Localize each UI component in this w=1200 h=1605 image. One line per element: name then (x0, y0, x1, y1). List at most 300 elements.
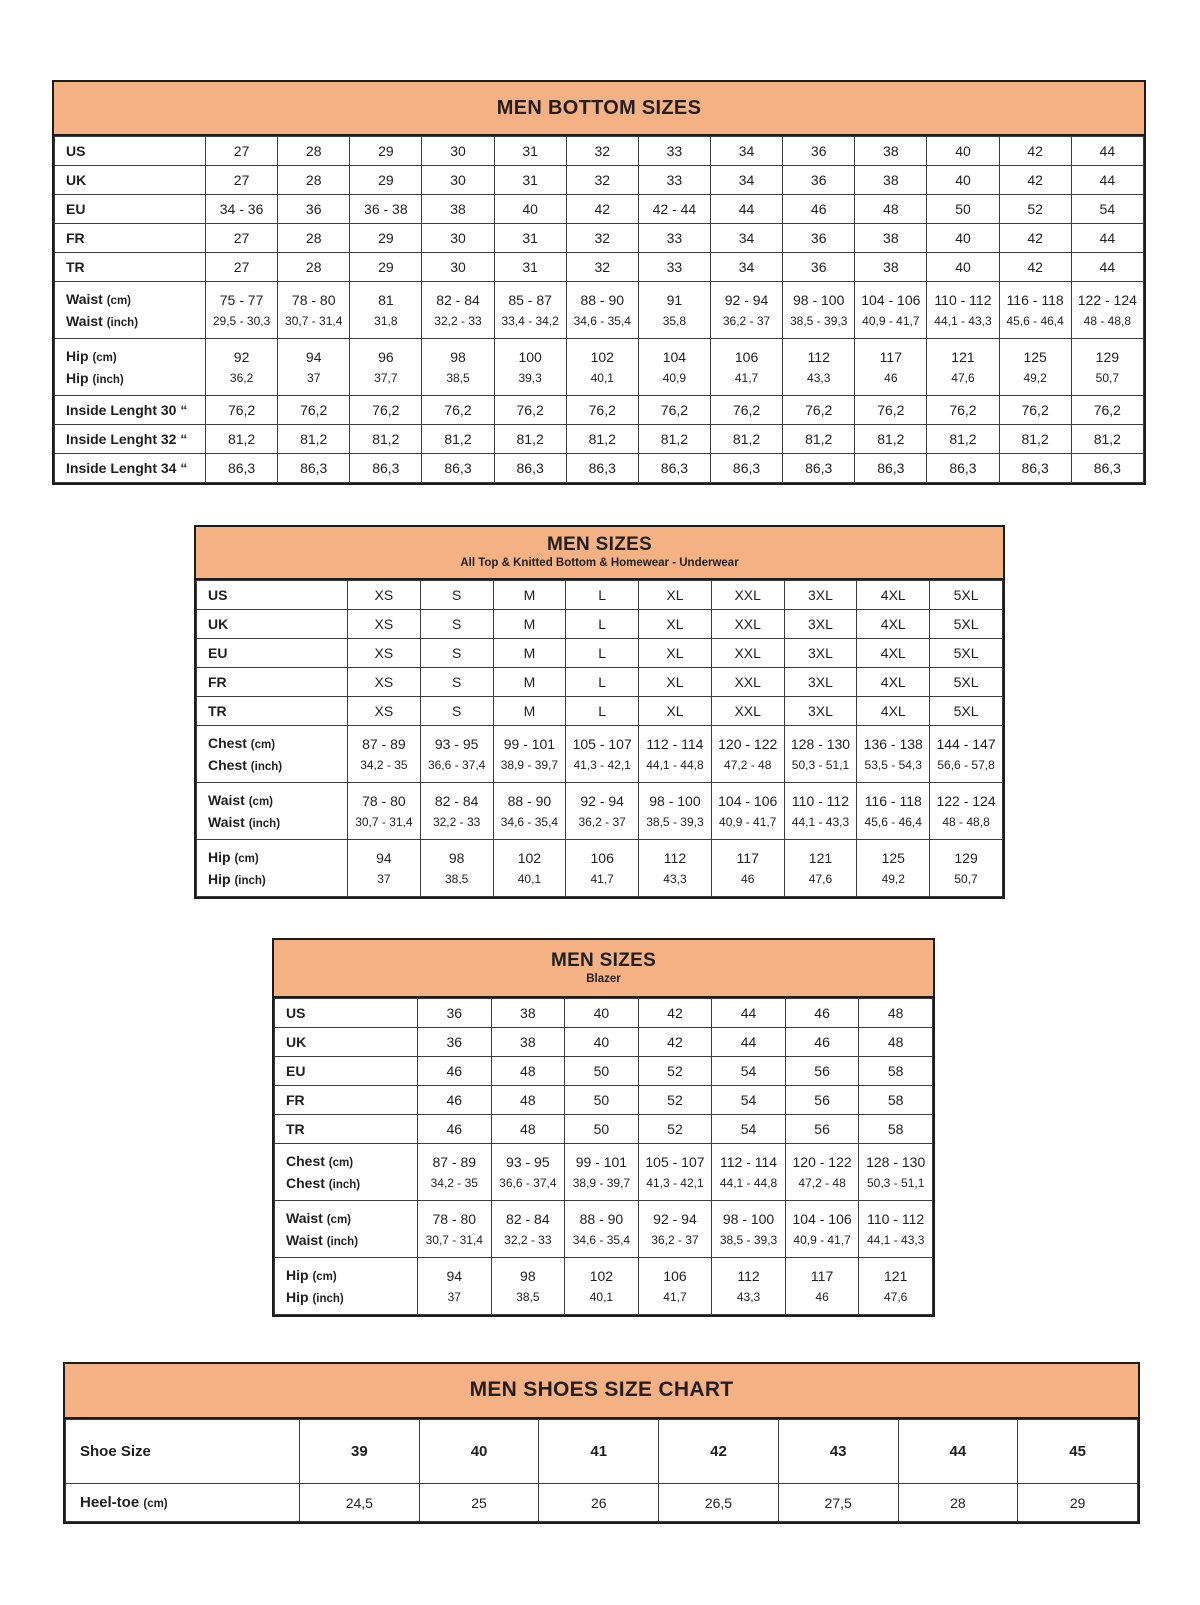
size-value: 40 (927, 224, 999, 253)
row-label: FR (197, 668, 348, 697)
size-value: 128 - 130 50,3 - 51,1 (859, 1144, 933, 1201)
size-value: 38 (491, 999, 565, 1028)
size-value: 120 - 122 47,2 - 48 (711, 726, 784, 783)
unit-label: (cm) (250, 739, 276, 751)
size-value: 27 (206, 166, 278, 195)
row-label: TR (197, 697, 348, 726)
size-value: 105 - 107 41,3 - 42,1 (566, 726, 639, 783)
unit-label: (cm) (328, 1157, 354, 1169)
size-value: XL (639, 697, 712, 726)
size-value: 40 (419, 1420, 539, 1484)
size-value: 81,2 (710, 425, 782, 454)
row-label: Waist (cm) Waist (inch) (55, 282, 206, 339)
size-value: 29 (350, 137, 422, 166)
size-value: 33 (638, 166, 710, 195)
size-value: 31 (494, 224, 566, 253)
row-label: Chest (cm) Chest (inch) (275, 1144, 418, 1201)
size-value: S (420, 668, 493, 697)
size-value: 4XL (857, 639, 930, 668)
size-value: 45 (1018, 1420, 1138, 1484)
size-value: 46 (418, 1086, 492, 1115)
size-value: 30 (422, 253, 494, 282)
size-value: 5XL (930, 610, 1003, 639)
size-value: 78 - 80 30,7 - 31,4 (418, 1201, 492, 1258)
size-value: 88 - 90 34,6 - 35,4 (565, 1201, 639, 1258)
size-value: 82 - 84 32,2 - 33 (420, 783, 493, 840)
size-value: 82 - 84 32,2 - 33 (491, 1201, 565, 1258)
size-value: 94 37 (348, 840, 421, 897)
size-value: 76,2 (494, 396, 566, 425)
size-value: XXL (711, 668, 784, 697)
size-value: 44 (712, 999, 786, 1028)
size-value: 56 (785, 1057, 859, 1086)
size-value: 98 - 100 38,5 - 39,3 (712, 1201, 786, 1258)
size-value: 36 (418, 1028, 492, 1057)
size-value: 104 40,9 (638, 339, 710, 396)
size-value: 78 - 80 30,7 - 31,4 (278, 282, 350, 339)
size-value: 48 (859, 999, 933, 1028)
size-value: 86,3 (999, 454, 1071, 483)
size-value: 117 46 (711, 840, 784, 897)
size-value: XS (348, 581, 421, 610)
size-value: 94 37 (278, 339, 350, 396)
size-value: 52 (638, 1057, 712, 1086)
table-row (55, 195, 1144, 224)
size-value: 110 - 112 44,1 - 43,3 (927, 282, 999, 339)
size-value: 36 (783, 224, 855, 253)
size-value: 76,2 (710, 396, 782, 425)
size-value: 110 - 112 44,1 - 43,3 (859, 1201, 933, 1258)
size-value: 86,3 (206, 454, 278, 483)
size-value: S (420, 639, 493, 668)
size-value: 92 - 94 36,2 - 37 (710, 282, 782, 339)
row-label: FR (55, 224, 206, 253)
size-value: 5XL (930, 697, 1003, 726)
size-value: 27 (206, 253, 278, 282)
size-value: 32 (566, 137, 638, 166)
size-value: 94 37 (418, 1258, 492, 1315)
size-value: 36 - 38 (350, 195, 422, 224)
size-value: 40 (927, 253, 999, 282)
row-label: Waist (cm) Waist (inch) (275, 1201, 418, 1258)
table-men-shoes-size-chart (63, 1362, 1140, 1524)
table-row (275, 1057, 933, 1086)
size-value: 34 (710, 137, 782, 166)
table-row (197, 840, 1003, 897)
size-value: 27 (206, 137, 278, 166)
table-row (55, 396, 1144, 425)
size-value: 48 (491, 1057, 565, 1086)
table-row (197, 668, 1003, 697)
size-value: L (566, 639, 639, 668)
table-subtitle: All Top & Knitted Bottom & Homewear - Underwear (460, 557, 739, 570)
size-value: 78 - 80 30,7 - 31,4 (348, 783, 421, 840)
size-value: 28 (278, 253, 350, 282)
size-value: L (566, 581, 639, 610)
size-value: 34 - 36 (206, 195, 278, 224)
size-value: 52 (999, 195, 1071, 224)
unit-label: (inch) (234, 875, 266, 887)
row-label: UK (275, 1028, 418, 1057)
size-value: 58 (859, 1115, 933, 1144)
size-value: 106 41,7 (710, 339, 782, 396)
size-value: L (566, 610, 639, 639)
size-value: XXL (711, 610, 784, 639)
size-value: 125 49,2 (999, 339, 1071, 396)
size-value: M (493, 668, 566, 697)
size-value: 122 - 124 48 - 48,8 (930, 783, 1003, 840)
size-value: 116 - 118 45,6 - 46,4 (999, 282, 1071, 339)
size-value: 50 (565, 1115, 639, 1144)
unit-label: (cm) (92, 352, 117, 364)
table-row (197, 639, 1003, 668)
size-value: 122 - 124 48 - 48,8 (1071, 282, 1143, 339)
size-value: 128 - 130 50,3 - 51,1 (784, 726, 857, 783)
size-value: 56 (785, 1115, 859, 1144)
size-value: 120 - 122 47,2 - 48 (785, 1144, 859, 1201)
size-value: 36 (783, 166, 855, 195)
unit-label: (inch) (248, 818, 281, 830)
size-value: 48 (491, 1115, 565, 1144)
size-value: 136 - 138 53,5 - 54,3 (857, 726, 930, 783)
size-table (196, 580, 1003, 897)
size-value: 46 (418, 1057, 492, 1086)
unit-label: (cm) (248, 796, 273, 808)
size-value: 88 - 90 34,6 - 35,4 (566, 282, 638, 339)
size-value: 81,2 (494, 425, 566, 454)
table-row (275, 999, 933, 1028)
size-value: XXL (711, 639, 784, 668)
size-value: 27 (206, 224, 278, 253)
size-value: 76,2 (638, 396, 710, 425)
size-value: 76,2 (927, 396, 999, 425)
size-value: 34 (710, 253, 782, 282)
size-value: M (493, 639, 566, 668)
size-value: 76,2 (206, 396, 278, 425)
size-value: 32 (566, 166, 638, 195)
row-label: TR (275, 1115, 418, 1144)
row-label: Shoe Size (66, 1420, 300, 1484)
size-value: 96 37,7 (350, 339, 422, 396)
size-value: 4XL (857, 697, 930, 726)
row-label: FR (275, 1086, 418, 1115)
size-value: 48 (859, 1028, 933, 1057)
size-value: 76,2 (422, 396, 494, 425)
size-value: 106 41,7 (638, 1258, 712, 1315)
size-value: 76,2 (1071, 396, 1143, 425)
size-value: 54 (712, 1086, 786, 1115)
size-value: XL (639, 581, 712, 610)
size-value: 28 (278, 224, 350, 253)
size-value: 38 (855, 166, 927, 195)
size-value: 121 47,6 (927, 339, 999, 396)
table-row (197, 783, 1003, 840)
size-value: 86,3 (927, 454, 999, 483)
size-value: L (566, 697, 639, 726)
size-value: 86,3 (783, 454, 855, 483)
size-value: 105 - 107 41,3 - 42,1 (638, 1144, 712, 1201)
table-row (275, 1258, 933, 1315)
size-value: 93 - 95 36,6 - 37,4 (420, 726, 493, 783)
row-label: Heel-toe (cm) (66, 1484, 300, 1522)
table-row (275, 1201, 933, 1258)
unit-label: (cm) (312, 1271, 337, 1283)
size-value: 81 31,8 (350, 282, 422, 339)
size-value: 117 46 (855, 339, 927, 396)
size-value: 82 - 84 32,2 - 33 (422, 282, 494, 339)
size-value: 30 (422, 166, 494, 195)
unit-label: (cm) (106, 295, 131, 307)
size-value: 116 - 118 45,6 - 46,4 (857, 783, 930, 840)
size-value: 129 50,7 (930, 840, 1003, 897)
size-value: XS (348, 697, 421, 726)
table-row (55, 425, 1144, 454)
unit-label: (cm) (234, 853, 259, 865)
size-value: 29 (350, 224, 422, 253)
size-table (65, 1419, 1138, 1522)
size-value: 50 (565, 1086, 639, 1115)
size-value: 44 (1071, 137, 1143, 166)
size-value: 92 - 94 36,2 - 37 (566, 783, 639, 840)
size-value: 86,3 (422, 454, 494, 483)
table-header (274, 940, 933, 998)
size-value: 46 (785, 999, 859, 1028)
row-label: EU (55, 195, 206, 224)
size-value: 58 (859, 1086, 933, 1115)
size-value: M (493, 581, 566, 610)
size-value: XL (639, 668, 712, 697)
size-value: 30 (422, 224, 494, 253)
size-value: S (420, 610, 493, 639)
size-value: 4XL (857, 610, 930, 639)
size-value: 81,2 (1071, 425, 1143, 454)
table-title: MEN SHOES SIZE CHART (469, 1378, 734, 1402)
size-value: M (493, 610, 566, 639)
size-value: 31 (494, 137, 566, 166)
size-value: 46 (783, 195, 855, 224)
size-value: 3XL (784, 581, 857, 610)
size-value: 46 (418, 1115, 492, 1144)
size-value: 81,2 (999, 425, 1071, 454)
size-value: 98 38,5 (491, 1258, 565, 1315)
table-header (65, 1364, 1138, 1419)
size-value: 81,2 (927, 425, 999, 454)
row-label: Inside Lenght 34 “ (55, 454, 206, 483)
size-value: 42 (638, 999, 712, 1028)
size-value: L (566, 668, 639, 697)
size-value: 81,2 (783, 425, 855, 454)
size-value: 52 (638, 1115, 712, 1144)
table-row (55, 166, 1144, 195)
row-label: Inside Lenght 30 “ (55, 396, 206, 425)
size-value: 54 (1071, 195, 1143, 224)
size-value: 29 (1018, 1484, 1138, 1522)
size-value: 129 50,7 (1071, 339, 1143, 396)
table-row (55, 137, 1144, 166)
size-value: 92 - 94 36,2 - 37 (638, 1201, 712, 1258)
table-row (275, 1115, 933, 1144)
table-row (275, 1028, 933, 1057)
size-value: 104 - 106 40,9 - 41,7 (711, 783, 784, 840)
row-label: US (55, 137, 206, 166)
size-value: 112 - 114 44,1 - 44,8 (639, 726, 712, 783)
size-value: 88 - 90 34,6 - 35,4 (493, 783, 566, 840)
size-value: 24,5 (300, 1484, 420, 1522)
size-value: 36 (783, 253, 855, 282)
size-value: 5XL (930, 639, 1003, 668)
size-value: 86,3 (710, 454, 782, 483)
unit-label: (inch) (312, 1293, 344, 1305)
size-value: 102 40,1 (565, 1258, 639, 1315)
size-value: 39 (300, 1420, 420, 1484)
size-value: 86,3 (855, 454, 927, 483)
size-value: 81,2 (350, 425, 422, 454)
table-title: MEN SIZES (546, 534, 653, 556)
size-value: 121 47,6 (859, 1258, 933, 1315)
size-value: 87 - 89 34,2 - 35 (418, 1144, 492, 1201)
row-label: Chest (cm) Chest (inch) (197, 726, 348, 783)
size-value: 44 (1071, 253, 1143, 282)
table-title: MEN SIZES (550, 949, 657, 971)
size-value: 29 (350, 253, 422, 282)
row-label: Waist (cm) Waist (inch) (197, 783, 348, 840)
size-value: 30 (422, 137, 494, 166)
size-value: 42 (999, 166, 1071, 195)
table-header (54, 82, 1144, 136)
size-value: 33 (638, 224, 710, 253)
size-value: 42 (999, 137, 1071, 166)
size-value: 27,5 (778, 1484, 898, 1522)
size-value: 52 (638, 1086, 712, 1115)
table-row (66, 1420, 1138, 1484)
size-value: 42 (638, 1028, 712, 1057)
unit-label: (inch) (106, 317, 139, 329)
size-value: 3XL (784, 697, 857, 726)
size-value: 106 41,7 (566, 840, 639, 897)
size-value: 40 (565, 999, 639, 1028)
size-value: 76,2 (350, 396, 422, 425)
size-value: 33 (638, 137, 710, 166)
row-label: US (197, 581, 348, 610)
size-value: 93 - 95 36,6 - 37,4 (491, 1144, 565, 1201)
size-value: 31 (494, 253, 566, 282)
size-value: 81,2 (566, 425, 638, 454)
size-value: 48 (855, 195, 927, 224)
size-value: 99 - 101 38,9 - 39,7 (493, 726, 566, 783)
table-men-sizes-tops (194, 525, 1005, 899)
size-value: 75 - 77 29,5 - 30,3 (206, 282, 278, 339)
size-value: S (420, 697, 493, 726)
size-value: 81,2 (638, 425, 710, 454)
size-value: 4XL (857, 581, 930, 610)
unit-label: (inch) (328, 1179, 361, 1191)
table-row (197, 726, 1003, 783)
unit-label: (inch) (326, 1236, 359, 1248)
size-value: 38 (855, 137, 927, 166)
size-value: 58 (859, 1057, 933, 1086)
size-value: 32 (566, 224, 638, 253)
unit-label: (cm) (326, 1214, 351, 1226)
size-value: 42 (566, 195, 638, 224)
table-row (55, 224, 1144, 253)
size-value: 56 (785, 1086, 859, 1115)
size-value: 26 (539, 1484, 659, 1522)
table-row (197, 610, 1003, 639)
size-value: 38 (491, 1028, 565, 1057)
size-value: 86,3 (566, 454, 638, 483)
size-value: 28 (898, 1484, 1018, 1522)
size-value: 40 (494, 195, 566, 224)
size-value: 121 47,6 (784, 840, 857, 897)
row-label: EU (275, 1057, 418, 1086)
size-value: 98 - 100 38,5 - 39,3 (639, 783, 712, 840)
table-row (275, 1144, 933, 1201)
size-value: 36 (418, 999, 492, 1028)
table-row (55, 454, 1144, 483)
size-table (274, 998, 933, 1315)
size-value: 40 (927, 166, 999, 195)
size-value: 44 (710, 195, 782, 224)
size-value: 86,3 (1071, 454, 1143, 483)
size-value: 104 - 106 40,9 - 41,7 (785, 1201, 859, 1258)
size-value: 99 - 101 38,9 - 39,7 (565, 1144, 639, 1201)
size-value: 76,2 (566, 396, 638, 425)
size-value: 42 (999, 253, 1071, 282)
size-value: 44 (1071, 224, 1143, 253)
size-value: 3XL (784, 610, 857, 639)
table-row (66, 1484, 1138, 1522)
size-value: 31 (494, 166, 566, 195)
size-value: 40 (927, 137, 999, 166)
size-value: 38 (855, 224, 927, 253)
table-men-sizes-blazer (272, 938, 935, 1317)
size-value: 81,2 (278, 425, 350, 454)
size-value: M (493, 697, 566, 726)
size-value: 38 (422, 195, 494, 224)
row-label: UK (55, 166, 206, 195)
size-value: 36 (783, 137, 855, 166)
size-value: 50 (927, 195, 999, 224)
row-label: TR (55, 253, 206, 282)
unit-label: (cm) (143, 1498, 168, 1510)
row-label: UK (197, 610, 348, 639)
size-value: 29 (350, 166, 422, 195)
size-value: 92 36,2 (206, 339, 278, 396)
size-value: 42 (999, 224, 1071, 253)
table-row (197, 581, 1003, 610)
size-value: 41 (539, 1420, 659, 1484)
size-value: 117 46 (785, 1258, 859, 1315)
size-value: 104 - 106 40,9 - 41,7 (855, 282, 927, 339)
row-label: Hip (cm) Hip (inch) (55, 339, 206, 396)
size-value: 98 38,5 (422, 339, 494, 396)
size-value: 86,3 (278, 454, 350, 483)
size-value: XXL (711, 581, 784, 610)
size-value: 100 39,3 (494, 339, 566, 396)
size-value: XS (348, 639, 421, 668)
size-value: 34 (710, 224, 782, 253)
size-value: XS (348, 610, 421, 639)
row-label: EU (197, 639, 348, 668)
table-title: MEN BOTTOM SIZES (496, 96, 702, 119)
size-value: 76,2 (855, 396, 927, 425)
size-value: 48 (491, 1086, 565, 1115)
size-value: XS (348, 668, 421, 697)
row-label: Inside Lenght 32 “ (55, 425, 206, 454)
size-value: 32 (566, 253, 638, 282)
table-row (55, 253, 1144, 282)
table-men-bottom-sizes (52, 80, 1146, 485)
